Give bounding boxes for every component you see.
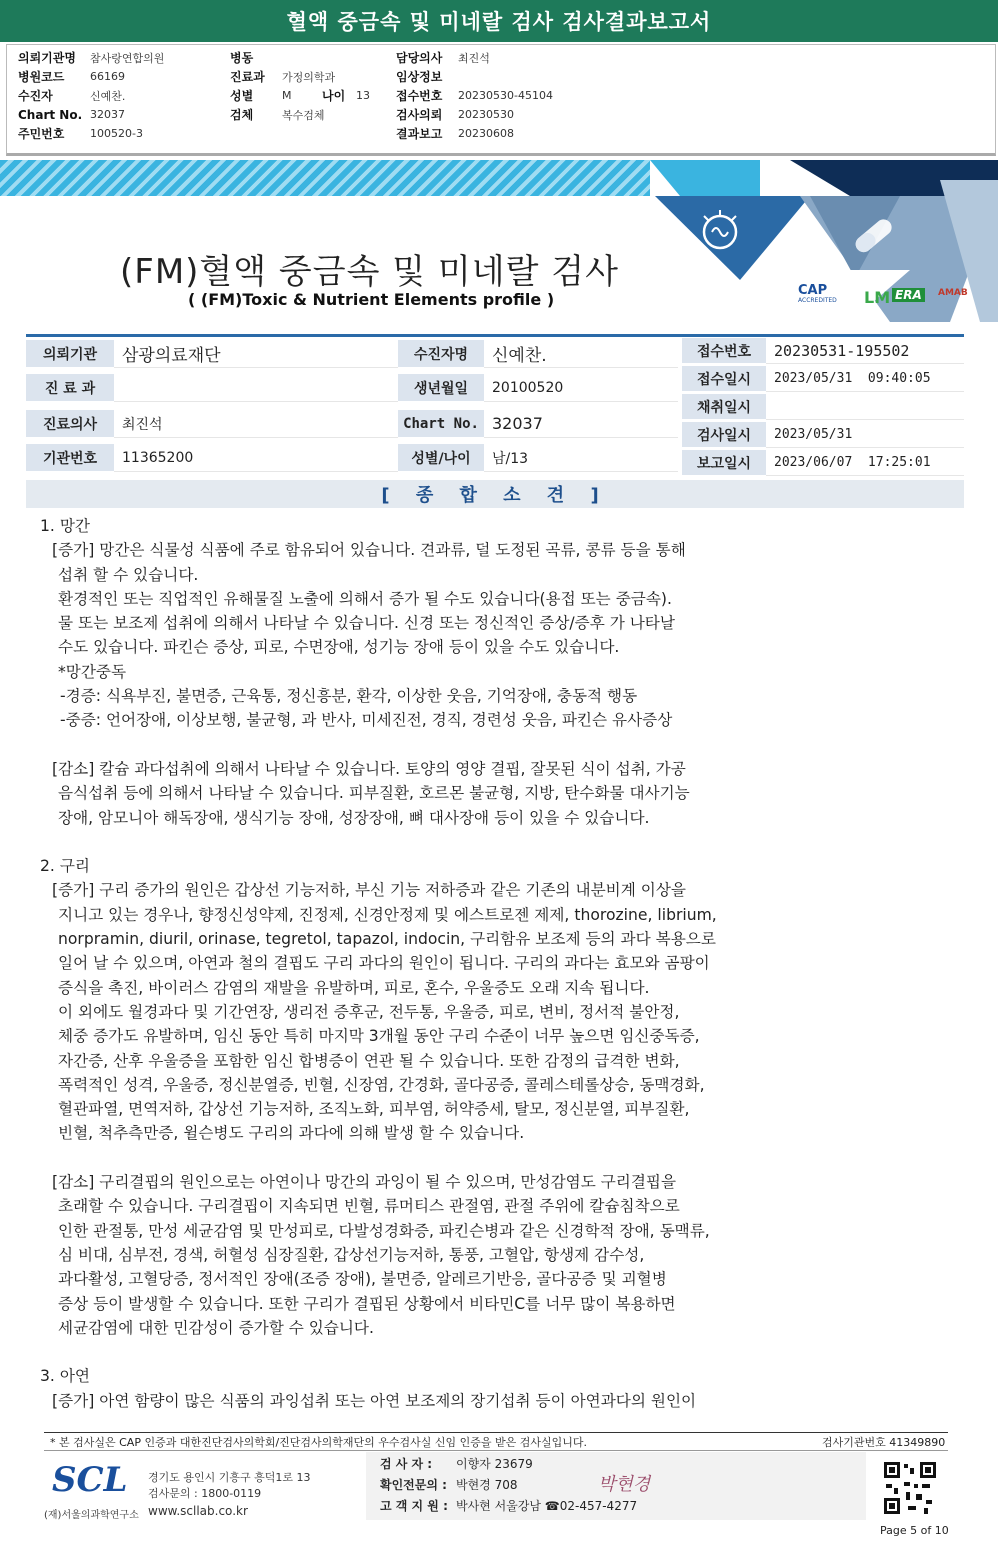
header-label: 주민번호 xyxy=(18,127,65,141)
header-label: 병동 xyxy=(230,51,254,65)
summary-line: 물 또는 보조제 섭취에 의해서 나타날 수 있습니다. 신경 또는 정신적인 증상/증후 가 나타날 xyxy=(58,614,675,633)
header-label: 성별 xyxy=(230,89,254,103)
header-value: M xyxy=(282,89,292,102)
report-date-value: 2023/06/07 17:25:01 xyxy=(766,450,964,476)
chart-label: Chart No. xyxy=(398,410,484,438)
header-value: 20230530 xyxy=(458,108,514,121)
summary-line: [증가] 망간은 식물성 식품에 주로 함유되어 있습니다. 견과류, 덜 도정된 곡류, 콩류 등을 통해 xyxy=(52,541,686,560)
summary-line: 세균감염에 대한 민감성이 증가할 수 있습니다. xyxy=(58,1318,374,1337)
scl-logo: SCL xyxy=(52,1460,128,1500)
summary-heading: [ 종 합 소 견 ] xyxy=(26,480,964,508)
summary-line: 증식을 촉진, 바이러스 감염의 재발을 유발하며, 피로, 혼수, 우울증도 오래 지속 됩니다. xyxy=(58,978,650,997)
patient-label: 수진자명 xyxy=(398,340,484,368)
recv-date-label: 접수일시 xyxy=(682,366,766,392)
header-value: 66169 xyxy=(90,70,125,83)
summary-line: [증가] 구리 증가의 원인은 갑상선 기능저하, 부신 기능 저하증과 같은 기존의 내분비계 이상을 xyxy=(52,881,686,900)
support-label: 고 객 지 원 : xyxy=(380,1499,448,1513)
summary-line: 섭취 할 수 있습니다. xyxy=(58,565,199,584)
blank-line xyxy=(40,1146,940,1170)
summary-line: 일어 날 수 있으며, 아연과 철의 결핍도 구리 과다의 원인이 됩니다. 구리의 과다는 효모와 곰팡이 xyxy=(58,954,710,973)
summary-line: -중증: 언어장애, 이상보행, 불균형, 과 반사, 미세진전, 경직, 경련성 웃음, 파킨슨 유사증상 xyxy=(60,711,673,730)
summary-line: 초래할 수 있습니다. 구리결핍이 지속되면 빈혈, 류머티스 관절염, 관절 주위에 칼슘침착으로 xyxy=(58,1197,680,1216)
dept-label: 진 료 과 xyxy=(26,374,114,402)
summary-line: 심 비대, 심부전, 경색, 허혈성 심장질환, 갑상선기능저하, 통풍, 고혈압, 항생제 감수성, xyxy=(58,1245,645,1264)
header-label: 나이 xyxy=(322,89,346,103)
doctor-label: 진료의사 xyxy=(26,410,114,438)
website-link[interactable]: www.scllab.co.kr xyxy=(148,1504,248,1518)
summary-line: 자간증, 산후 우울증을 포함한 임신 합병증이 연관 될 수 있습니다. 또한 감정의 급격한 변화, xyxy=(58,1051,680,1070)
header-label: Chart No. xyxy=(18,107,83,122)
page-number: Page 5 of 10 xyxy=(880,1524,949,1537)
header-value: 20230608 xyxy=(458,127,514,140)
examiner-label: 검 사 자 : xyxy=(380,1457,433,1471)
sexage-value: 남/13 xyxy=(484,444,678,472)
summary-line: [감소] 칼슘 과다섭취에 의해서 나타날 수 있습니다. 토양의 영양 결핍, 잘못된 식이 섭취, 가공 xyxy=(52,759,686,778)
header-value: 최진석 xyxy=(458,51,490,65)
header-value: 32037 xyxy=(90,108,125,121)
lm-logo: LM xyxy=(864,288,891,307)
summary-line: 빈혈, 척추측만증, 윌슨병도 구리의 과다에 의해 발생 할 수 있습니다. xyxy=(58,1124,525,1143)
patient-value: 신예찬. xyxy=(484,340,678,368)
header-label: 담당의사 xyxy=(396,51,443,65)
header-value: 13 xyxy=(356,89,370,102)
summary-line: 증상 등이 발생할 수 있습니다. 또한 구리가 결핍된 상황에서 비타민C를 너무 많이 복용하면 xyxy=(58,1294,676,1313)
birth-label: 생년월일 xyxy=(398,374,484,402)
header-col-1 xyxy=(18,48,164,143)
header-value: 20230530-45104 xyxy=(458,89,553,102)
examiner-value: 이향자 23679 xyxy=(456,1457,533,1471)
cap-logo-sub: ACCREDITED xyxy=(798,297,837,304)
sexage-label: 성별/나이 xyxy=(398,444,484,472)
header-value: 복수검체 xyxy=(282,108,325,122)
chart-value: 32037 xyxy=(484,410,678,438)
qr-code-graphic xyxy=(882,1460,938,1516)
header-col-2 xyxy=(230,48,370,124)
cap-logo-text: CAP xyxy=(798,283,828,298)
qr-code-icon[interactable] xyxy=(882,1460,938,1516)
recv-no-value: 20230531-195502 xyxy=(766,338,964,364)
brain-icon xyxy=(694,204,746,256)
info-table-rule xyxy=(26,334,964,337)
summary-line: 체중 증가도 유발하며, 임신 동안 특히 마지막 3개월 동안 구리 수준이 너무 높으면 임신중독증, xyxy=(58,1027,700,1046)
address-line: 경기도 용인시 기흥구 흥덕1로 13 xyxy=(148,1471,311,1484)
footer-rule xyxy=(44,1432,948,1433)
header-label: 진료과 xyxy=(230,70,265,84)
code-value: 11365200 xyxy=(114,444,398,472)
amab-logo: AMAB xyxy=(938,288,968,298)
blank-line xyxy=(40,733,940,757)
lab-registration-number: 검사기관번호 41349890 xyxy=(822,1436,946,1449)
collect-label: 채취일시 xyxy=(682,394,766,420)
summary-line: [감소] 구리결핍의 원인으로는 아연이나 망간의 과잉이 될 수 있으며, 만성감염도 구리결핍을 xyxy=(52,1173,677,1192)
recv-date-value: 2023/05/31 09:40:05 xyxy=(766,366,964,392)
header-label: 검사의뢰 xyxy=(396,108,443,122)
header-label: 접수번호 xyxy=(396,89,443,103)
institution-label: 의뢰기관 xyxy=(26,340,114,368)
header-value: 참사랑연합의원 xyxy=(90,51,165,65)
header-col-3 xyxy=(396,48,553,143)
summary-line: 폭력적인 성격, 우울증, 정신분열증, 빈혈, 신장염, 간경화, 골다공증, 콜레스테롤상승, 동맥경화, xyxy=(58,1075,705,1094)
era-logo: ERA xyxy=(892,288,925,302)
summary-line: 인한 관절통, 만성 세균감염 및 만성피로, 다발성경화증, 파킨슨병과 같은 신경학적 장애, 동맥류, xyxy=(58,1221,710,1240)
birth-value: 20100520 xyxy=(484,374,678,402)
recv-no-label: 접수번호 xyxy=(682,338,766,364)
institution-value: 삼광의료재단 xyxy=(114,340,398,368)
report-date-label: 보고일시 xyxy=(682,450,766,476)
summary-line: 과다활성, 고혈당증, 정서적인 장애(조증 장애), 불면증, 알레르기반응, 골다공증 및 괴혈병 xyxy=(58,1270,667,1289)
lab-address xyxy=(148,1470,311,1502)
dept-value xyxy=(114,374,398,402)
summary-line: norpramin, diuril, orinase, tegretol, tapazol, indocin, 구리함유 보조제 등의 과다 복용으로 xyxy=(58,930,716,949)
code-label: 기관번호 xyxy=(26,444,114,472)
header-value: 신예찬. xyxy=(90,89,126,103)
report-title: (FM)혈액 중금속 및 미네랄 검사 xyxy=(120,252,619,292)
collect-value xyxy=(766,394,964,420)
capsule-icon xyxy=(848,210,898,260)
summary-line: 환경적인 또는 직업적인 유해물질 노출에 의해서 증가 될 수도 있습니다(용접 또는 중금속). xyxy=(58,589,672,608)
certification-note: * 본 검사실은 CAP 인증과 대한진단검사의학회/진단검사의학재단의 우수검사실 신임 인증을 받은 검사실입니다. xyxy=(50,1436,588,1449)
specialist-value: 박현경 708 xyxy=(456,1478,518,1492)
doctor-value: 최진석 xyxy=(114,410,398,438)
header-label: 결과보고 xyxy=(396,127,443,141)
section-heading: 3. 아연 xyxy=(40,1367,90,1386)
signature: 박현경 xyxy=(598,1474,651,1495)
summary-line: 장애, 암모니아 해독장애, 생식기능 장애, 성장장애, 뼈 대사장애 등이 있을 수 있습니다. xyxy=(58,808,650,827)
summary-line: 음식섭취 등에 의해서 나타날 수 있습니다. 피부질환, 호르몬 불균형, 지방, 탄수화물 대사기능 xyxy=(58,784,690,803)
org-name: (재)서울의과학연구소 xyxy=(44,1510,139,1521)
support-value: 박사현 서울강남 ☎02-457-4277 xyxy=(456,1499,638,1513)
summary-body xyxy=(40,514,940,1413)
header-label: 의뢰기관명 xyxy=(18,51,76,65)
header-label: 수진자 xyxy=(18,89,53,103)
phone-line: 검사문의 : 1800-0119 xyxy=(148,1487,262,1500)
header-value: 가정의학과 xyxy=(282,70,336,84)
section-heading: 2. 구리 xyxy=(40,857,90,876)
test-date-value: 2023/05/31 xyxy=(766,422,964,448)
summary-line: 이 외에도 월경과다 및 기간연장, 생리전 증후군, 전두통, 우울증, 피로, 변비, 정서적 불안정, xyxy=(58,1002,680,1021)
specialist-label: 확인전문의 : xyxy=(380,1478,447,1492)
cap-logo xyxy=(798,283,837,306)
report-banner: 혈액 중금속 및 미네랄 검사 검사결과보고서 xyxy=(0,0,998,42)
summary-line: 혈관파열, 면역저하, 갑상선 기능저하, 조직노화, 피부염, 허약증세, 탈모, 정신분열, 피부질환, xyxy=(58,1100,690,1119)
header-label: 임상정보 xyxy=(396,70,443,84)
summary-line: 지니고 있는 경우나, 향정신성약제, 진정제, 신경안정제 및 에스트로젠 제제, thorozine, librium, xyxy=(58,905,717,924)
header-value: 100520-3 xyxy=(90,127,143,140)
blank-line xyxy=(40,1340,940,1364)
section-heading: 1. 망간 xyxy=(40,517,90,535)
header-label: 병원코드 xyxy=(18,70,65,84)
summary-line: [증가] 아연 함량이 많은 식품의 과잉섭취 또는 아연 보조제의 장기섭취 등이 아연과다의 원인이 xyxy=(52,1391,697,1410)
report-subtitle: ( (FM)Toxic & Nutrient Elements profile ) xyxy=(188,290,555,309)
header-label: 검체 xyxy=(230,108,254,122)
summary-line: *망간중독 xyxy=(58,662,127,681)
summary-line: 수도 있습니다. 파킨슨 증상, 피로, 수면장애, 성기능 장애 등이 있을 수도 있습니다. xyxy=(58,638,620,657)
blank-line xyxy=(40,830,940,854)
test-date-label: 검사일시 xyxy=(682,422,766,448)
summary-line: -경증: 식욕부진, 불면증, 근육통, 정신흥분, 환각, 이상한 웃음, 기억장애, 충동적 행동 xyxy=(60,687,638,706)
